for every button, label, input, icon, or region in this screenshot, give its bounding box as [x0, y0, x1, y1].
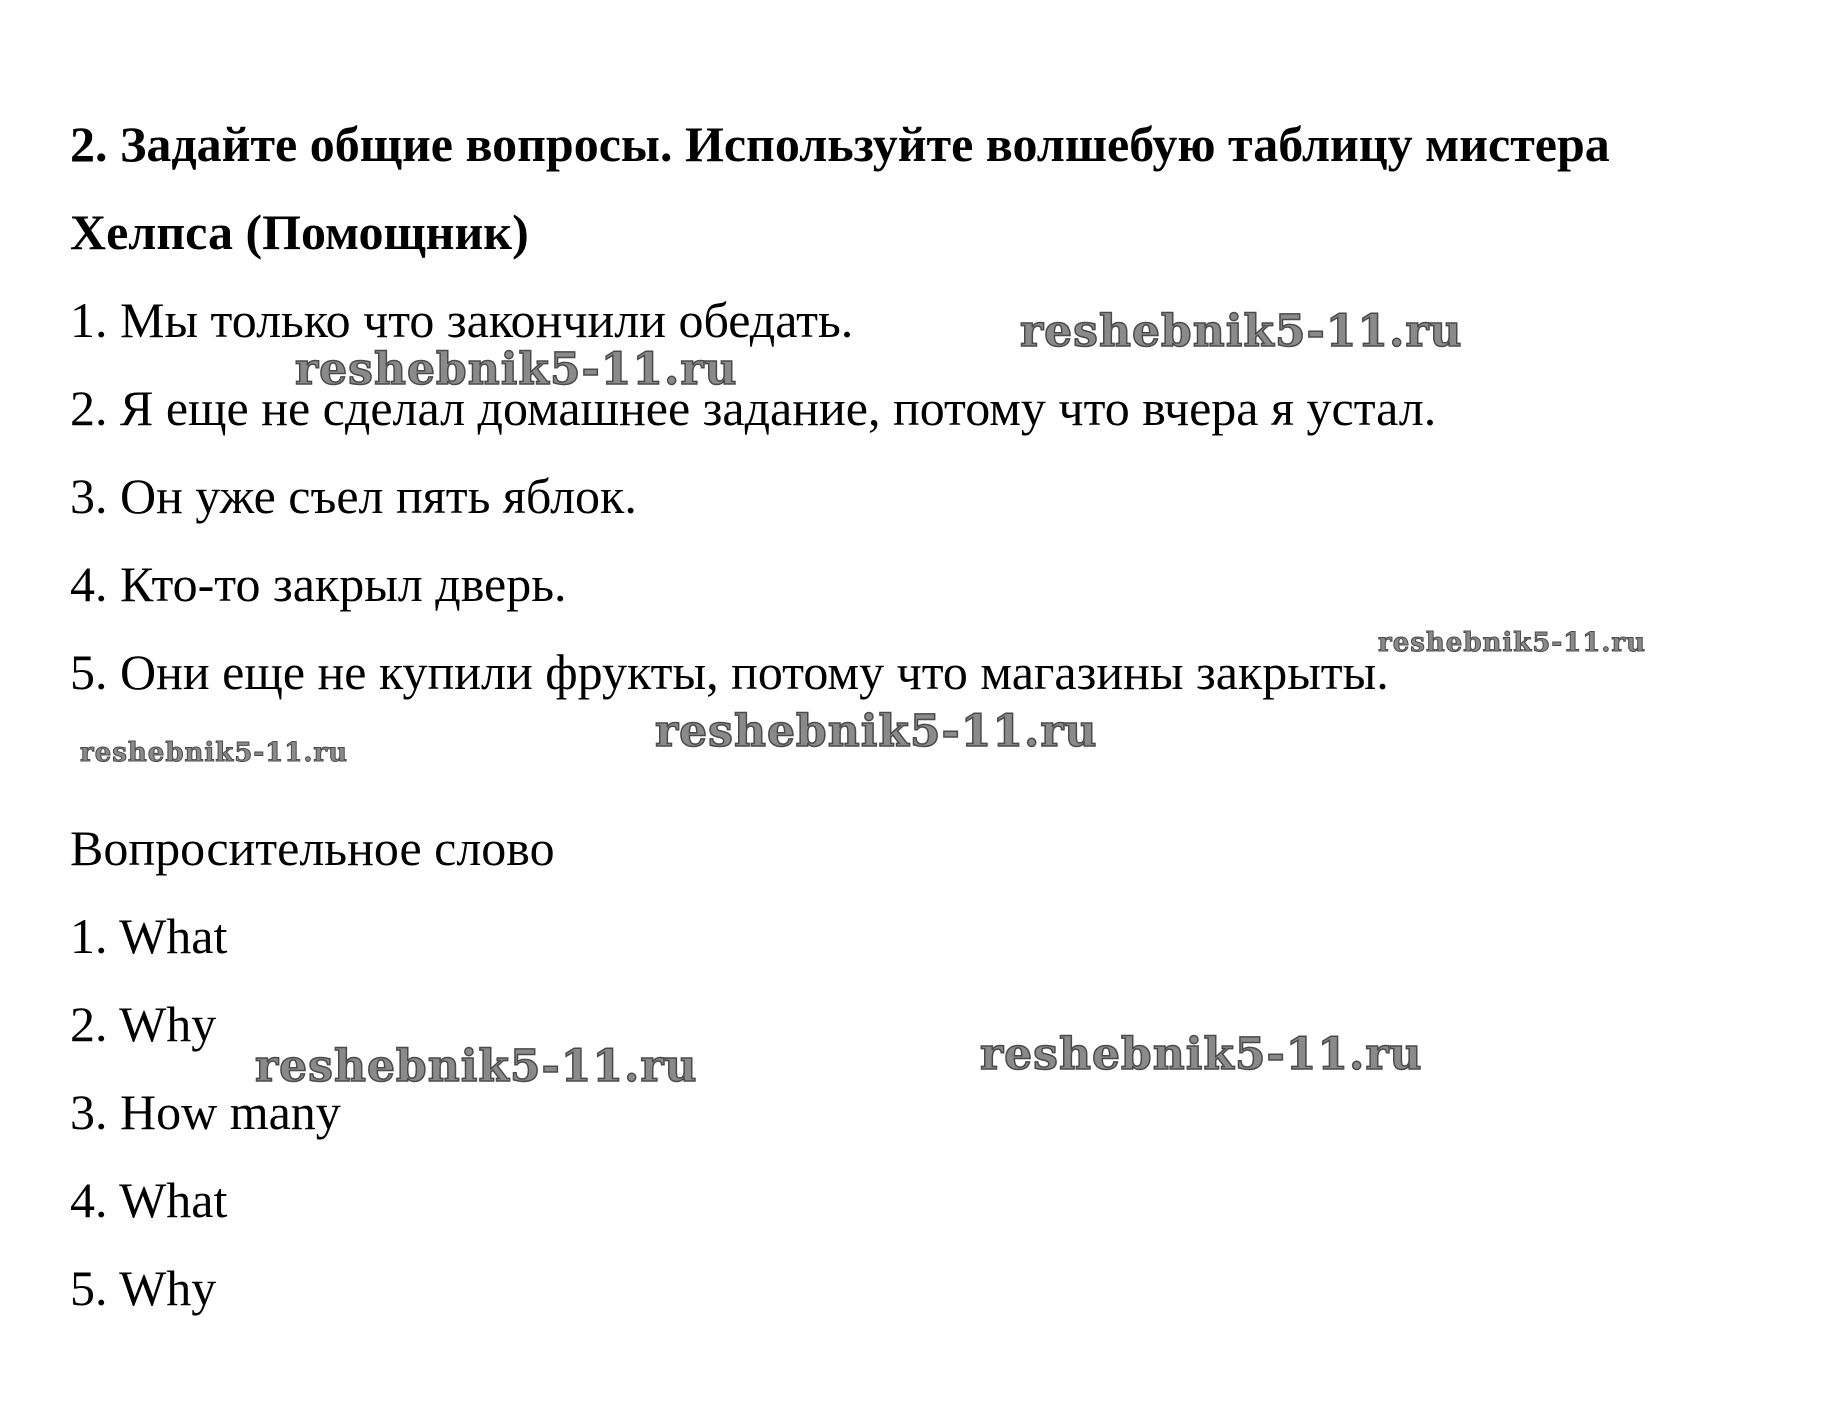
- answers-label: Вопросительное слово: [70, 820, 555, 876]
- answer-4: 4. What: [70, 1172, 228, 1228]
- sentence-4: 4. Кто-то закрыл дверь.: [70, 556, 567, 612]
- answer-1: 1. What: [70, 908, 228, 964]
- watermark: reshebnik5-11.ru: [980, 1029, 1423, 1080]
- sentence-5: 5. Они еще не купили фрукты, потому что магазины закрыты.: [70, 644, 1389, 700]
- sentence-2: 2. Я еще не сделал домашнее задание, потому что вчера я устал.: [70, 380, 1437, 436]
- watermark: reshebnik5-11.ru: [255, 1041, 698, 1092]
- answer-2: 2. Why: [70, 996, 217, 1052]
- watermark: reshebnik5-11.ru: [1378, 628, 1647, 658]
- task-heading: 2. Задайте общие вопросы. Используйте волшебую таблицу мистера Хелпса (Помощник): [70, 116, 1610, 260]
- sentence-1: 1. Мы только что закончили обедать.: [70, 292, 854, 348]
- answer-5: 5. Why: [70, 1260, 217, 1316]
- sentence-3: 3. Он уже съел пять яблок.: [70, 468, 637, 524]
- watermark: reshebnik5-11.ru: [80, 738, 349, 768]
- watermark: reshebnik5-11.ru: [295, 344, 738, 395]
- answer-3: 3. How many: [70, 1084, 341, 1140]
- watermark: reshebnik5-11.ru: [655, 706, 1098, 757]
- watermark: reshebnik5-11.ru: [1020, 306, 1463, 357]
